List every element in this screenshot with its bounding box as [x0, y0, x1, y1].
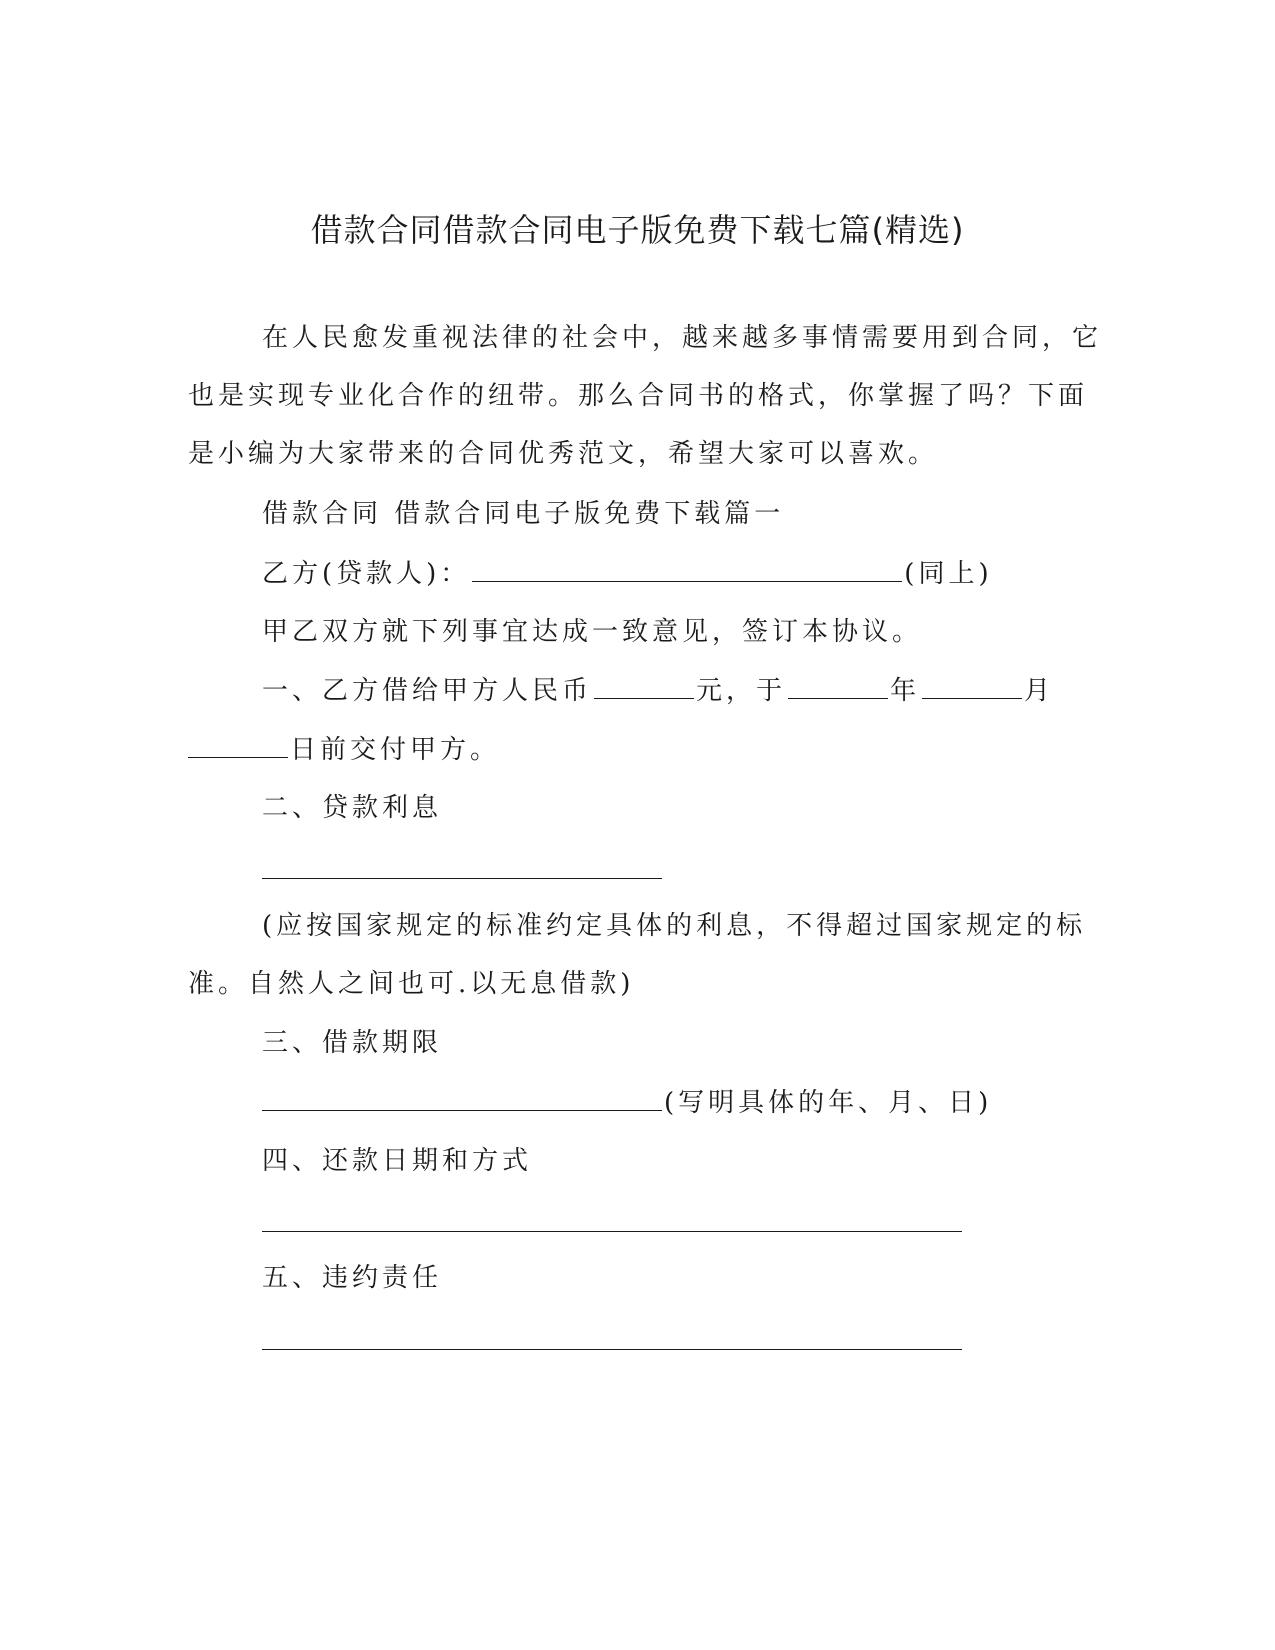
clause2-heading: 二、贷款利息 — [262, 793, 443, 823]
day-blank — [188, 729, 288, 758]
clause1-part4: 月 — [1024, 676, 1055, 706]
clause1-part1: 一、乙方借给甲方人民币 — [262, 676, 593, 706]
clause3-line — [262, 1082, 992, 1123]
agreement-line: 甲乙双方就下列事宜达成一致意见，签订本协议。 — [262, 617, 923, 647]
intro-line-3: 是小编为大家带来的合同优秀范文，希望大家可以喜欢。 — [188, 439, 939, 469]
term-blank — [262, 1082, 662, 1111]
interest-blank-rule — [262, 878, 662, 879]
document-title: 借款合同借款合同电子版免费下载七篇(精选) — [310, 211, 965, 249]
clause2-note-line-2: 准。自然人之间也可.以无息借款) — [188, 969, 635, 999]
party-b-line — [262, 553, 993, 594]
clause3-suffix: (写明具体的年、月、日) — [664, 1088, 993, 1118]
clause1-part2: 元，于 — [696, 676, 787, 706]
intro-line-2: 也是实现专业化合作的纽带。那么合同书的格式，你掌握了吗？下面 — [188, 381, 1089, 411]
year-blank — [788, 670, 888, 699]
month-blank — [922, 670, 1022, 699]
amount-blank — [594, 670, 694, 699]
clause1-line-2 — [188, 729, 500, 770]
repayment-blank-rule — [262, 1231, 962, 1232]
party-b-blank — [472, 553, 902, 582]
party-b-suffix: (同上) — [904, 559, 993, 589]
clause1-part5: 日前交付甲方。 — [290, 735, 501, 765]
clause5-heading: 五、违约责任 — [262, 1263, 443, 1293]
intro-line-1: 在人民愈发重视法律的社会中，越来越多事情需要用到合同，它 — [262, 323, 1103, 353]
section-heading: 借款合同 借款合同电子版免费下载篇一 — [262, 499, 785, 529]
party-b-label: 乙方(贷款人)： — [262, 559, 471, 589]
clause1-part3: 年 — [890, 676, 921, 706]
liability-blank-rule — [262, 1349, 962, 1350]
clause3-heading: 三、借款期限 — [262, 1028, 443, 1058]
clause1-line — [262, 670, 1054, 711]
clause4-heading: 四、还款日期和方式 — [262, 1146, 533, 1176]
clause2-note-line-1: (应按国家规定的标准约定具体的利息，不得超过国家规定的标 — [262, 911, 1087, 941]
